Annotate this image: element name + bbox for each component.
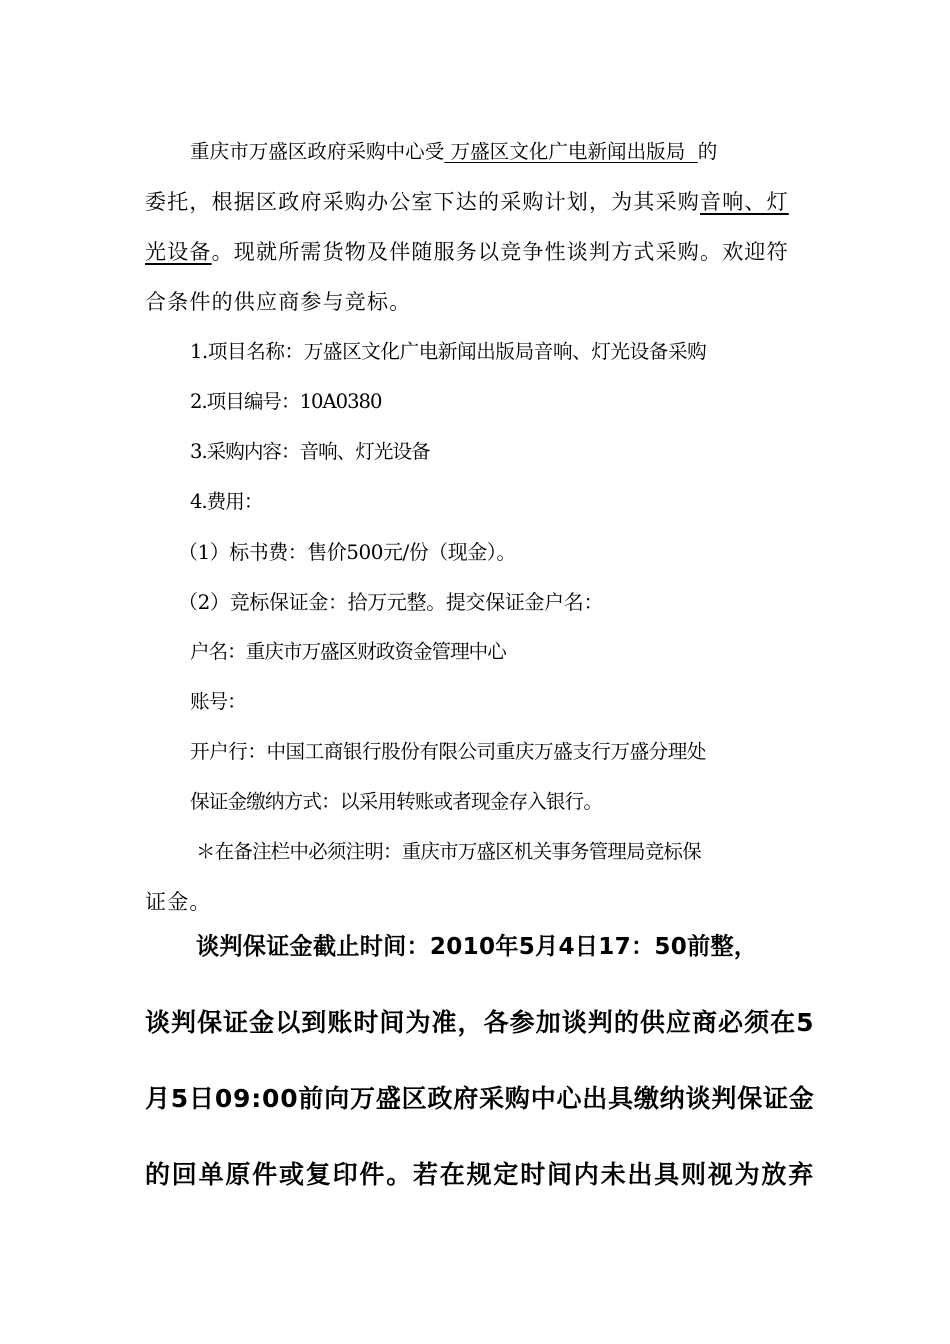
procured-goods: 光设备 <box>145 240 212 264</box>
fee-bid-deposit: （2）竞标保证金：拾万元整。提交保证金户名： <box>178 590 604 614</box>
account-bank: 开户行：中国工商银行股份有限公司重庆万盛支行万盛分理处 <box>190 740 707 763</box>
intro-line-3 <box>145 237 815 267</box>
remark-note-line-2: 证金。 <box>145 890 212 914</box>
commissioning-agency: 万盛区文化广电新闻出版局 <box>450 140 686 163</box>
intro-line-4: 合条件的供应商参与竞标。 <box>145 290 412 314</box>
intro-text: 。现就所需货物及伴随服务以竞争性谈判方式采购。欢迎符 <box>211 240 789 264</box>
fee-heading: 4.费用： <box>190 490 263 513</box>
intro-text: 重庆市万盛区政府采购中心受 <box>190 140 445 163</box>
deadline-line-4: 的回单原件或复印件。若在规定时间内未出具则视为放弃 <box>145 1160 816 1189</box>
intro-text: 的 <box>697 140 718 163</box>
intro-line-1 <box>190 137 860 167</box>
account-name: 户名：重庆市万盛区财政资金管理中心 <box>190 640 506 663</box>
fee-tender-document: （1）标书费：售价500元/份（现金）。 <box>178 540 516 564</box>
deadline-line-2: 谈判保证金以到账时间为准，各参加谈判的供应商必须在5 <box>145 1008 815 1037</box>
project-number: 2.项目编号：10A0380 <box>190 390 382 413</box>
intro-line-2 <box>145 187 815 217</box>
procured-goods: 音响、灯 <box>700 190 789 214</box>
deadline-line-1: 谈判保证金截止时间：2010年5月4日17：50前整， <box>196 934 758 960</box>
procurement-content: 3.采购内容：音响、灯光设备 <box>190 440 430 463</box>
account-number: 账号： <box>190 690 246 713</box>
deadline-line-3: 月5日09:00前向万盛区政府采购中心出具缴纳谈判保证金 <box>145 1084 815 1113</box>
intro-text: 委托，根据区政府采购办公室下达的采购计划，为其采购 <box>145 190 700 214</box>
payment-method: 保证金缴纳方式：以采用转账或者现金存入银行。 <box>190 790 603 813</box>
project-name: 1.项目名称：万盛区文化广电新闻出版局音响、灯光设备采购 <box>190 340 707 363</box>
remark-note-line-1: ＊在备注栏中必须注明：重庆市万盛区机关事务管理局竞标保 <box>196 840 701 863</box>
